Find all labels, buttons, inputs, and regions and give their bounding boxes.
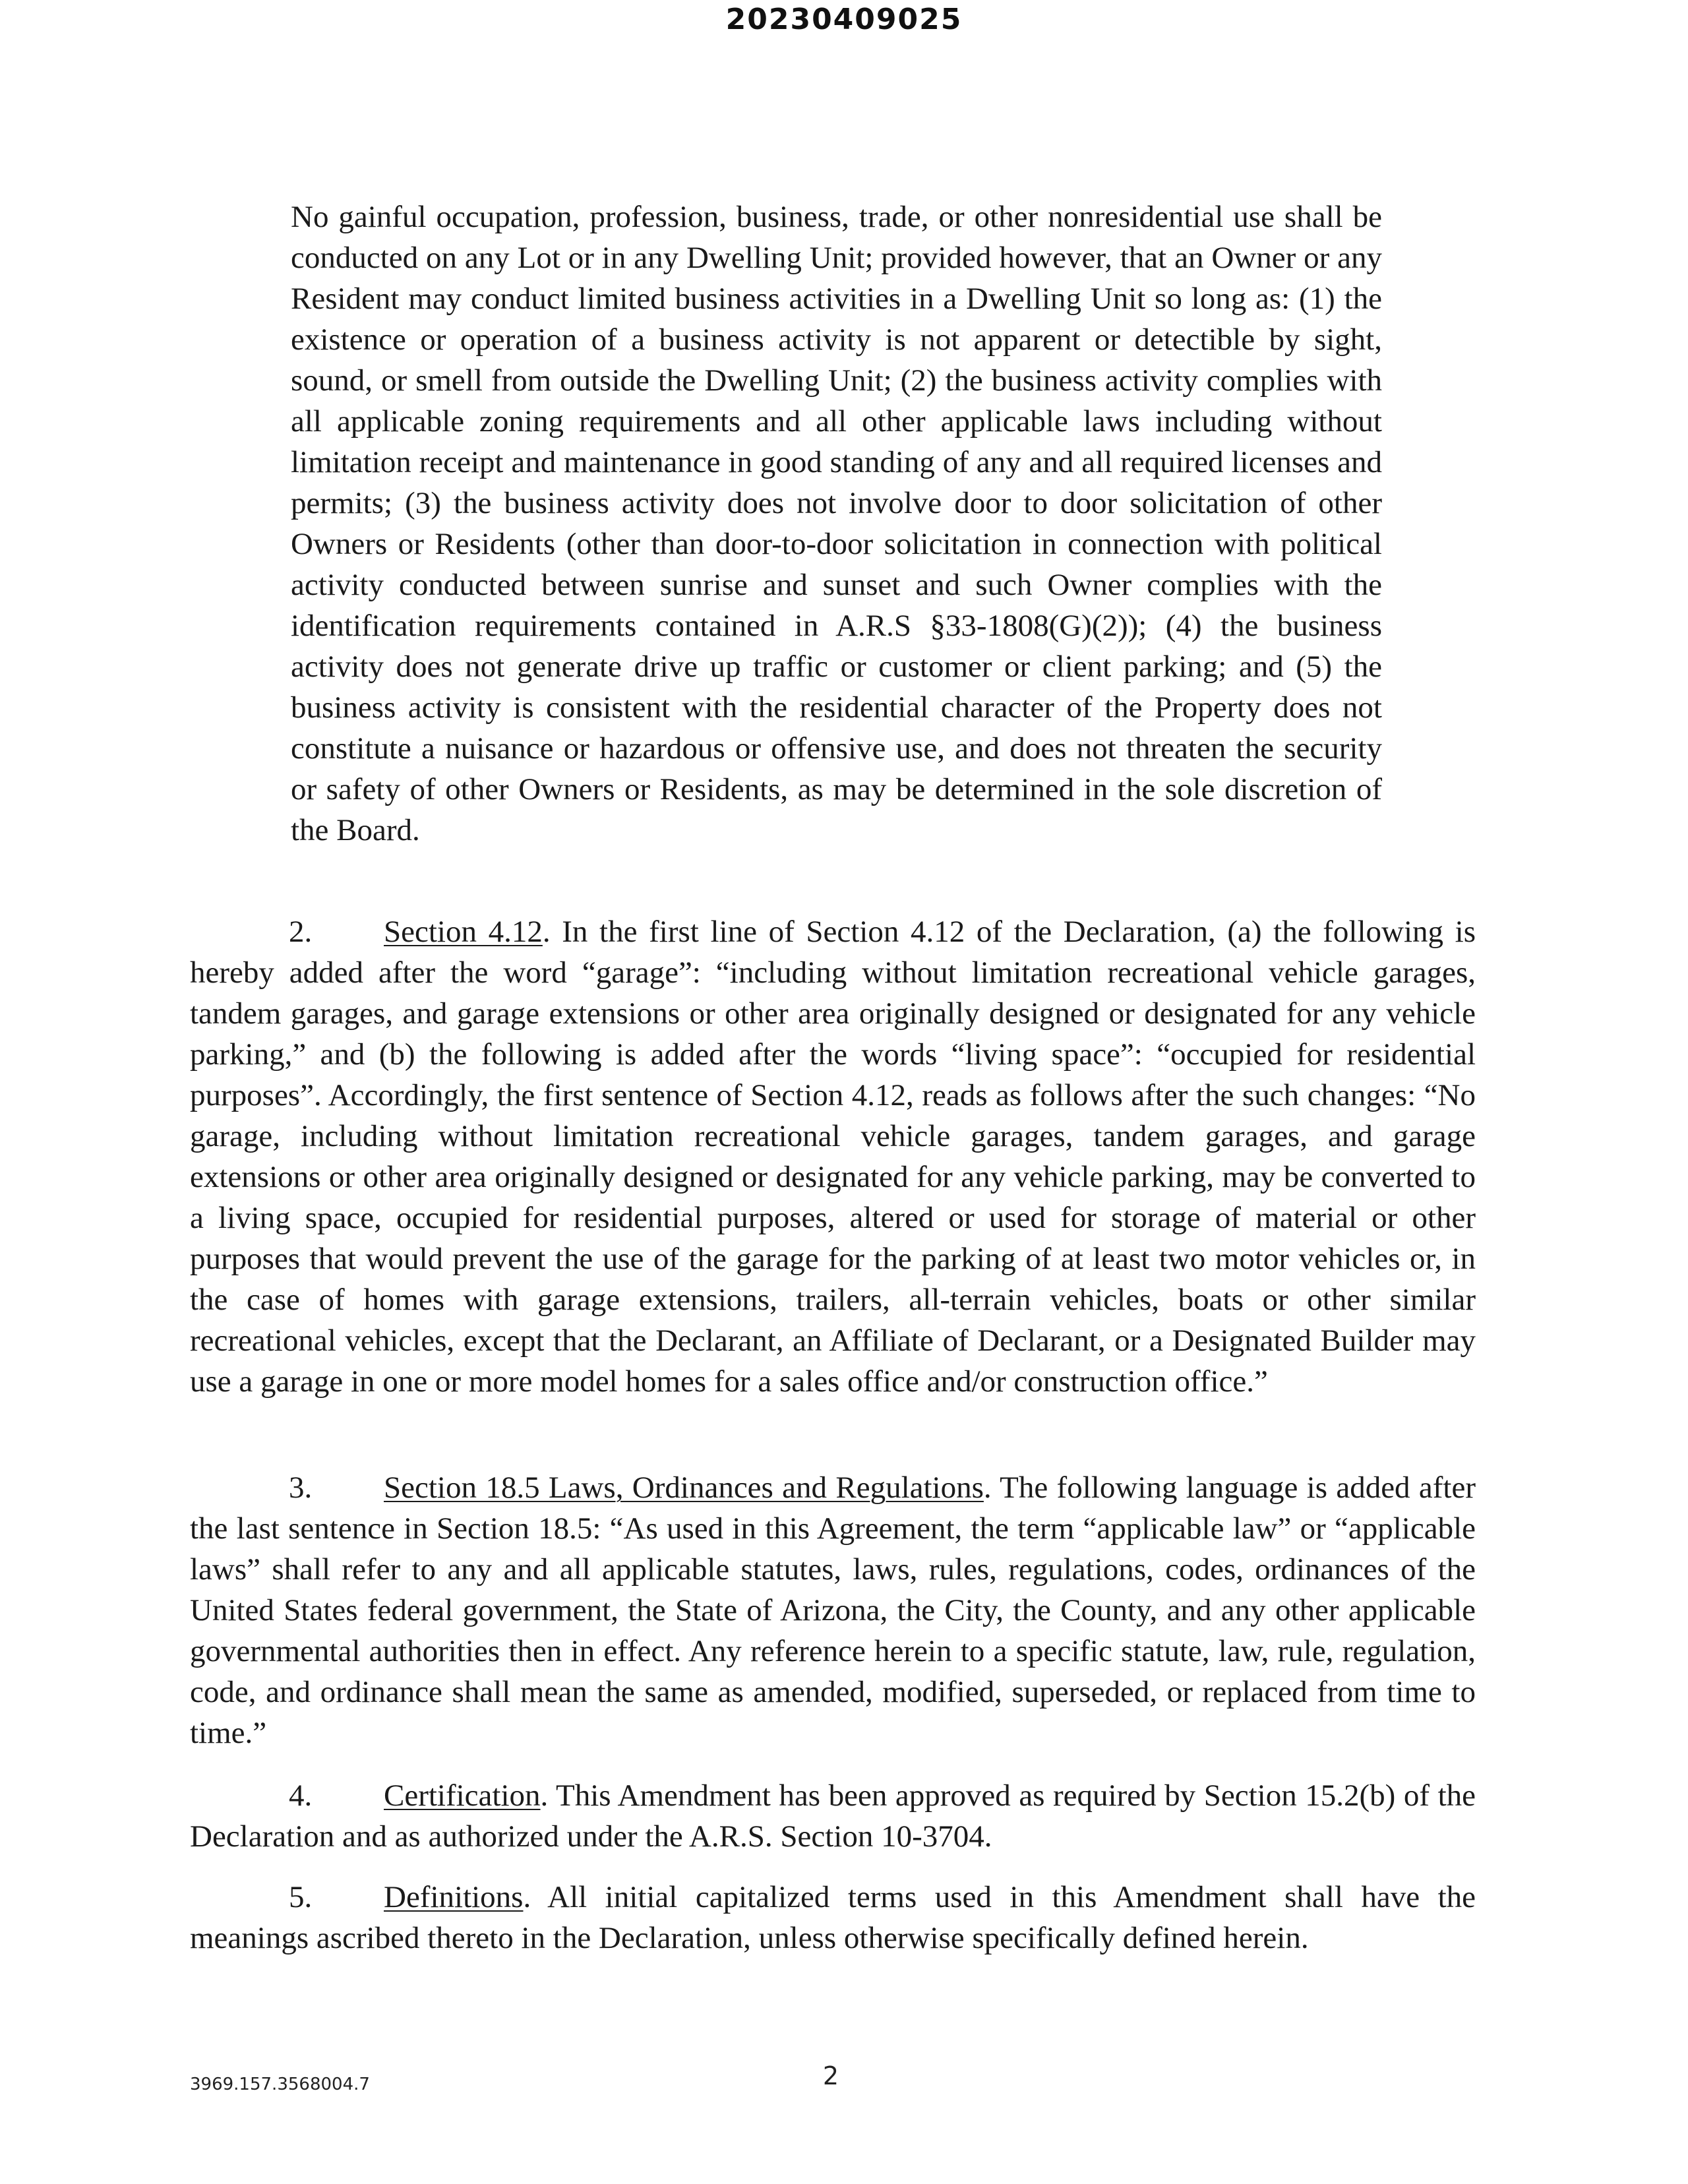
section-number: 2. [289, 915, 313, 949]
section-5-paragraph [190, 1877, 1476, 1958]
section-number: 5. [289, 1880, 313, 1914]
section-4-paragraph [190, 1775, 1476, 1857]
section-2-paragraph [190, 911, 1476, 1402]
section-body: . This Amendment has been approved as required by Section 15.2(b) of the Declaration and as authorized under the A.R.S. Section 10-3704. [190, 1778, 1476, 1854]
section-body: . The following language is added after the last sentence in Section 18.5: “As used in this Agreement, the term “applicable law” or “applicable laws” shall refer to any and all applicable statutes, laws, rules, regulations, codes, ordinances of the United States federal government, the State of Arizona, the City, the County, and any other applicable governmental authorities then in effect. Any reference herein to a specific statute, law, rule, regulation, code, and ordinance shall mean the same as amended, modified, superseded, or replaced from time to time.” [190, 1471, 1476, 1750]
section-heading: Section 4.12 [384, 915, 543, 949]
section-number: 4. [289, 1778, 313, 1813]
section-number: 3. [289, 1471, 313, 1505]
section-3-paragraph [190, 1467, 1476, 1753]
section-heading: Certification [384, 1778, 541, 1813]
recording-number: 20230409025 [725, 3, 963, 36]
section-heading: Definitions [384, 1880, 524, 1914]
section-body: . In the first line of Section 4.12 of the Declaration, (a) the following is hereby added after the word “garage”: “including without limitation recreational vehicle garages, tandem garages, and garage extensions or other area originally designed or designated for any vehicle parking,” and (b) the following is added after the words “living space”: “occupied for residential purposes”. Accordingly, the first sentence of Section 4.12, reads as follows after the such changes: “No garage, including without limitation recreational vehicle garages, tandem garages, and garage extensions or other area originally designed or designated for any vehicle parking, may be converted to a living space, occupied for residential purposes, altered or used for storage of material or other purposes that would prevent the use of the garage for the parking of at least two motor vehicles or, in the case of homes with garage extensions, trailers, all-terrain vehicles, boats or other similar recreational vehicles, except that the Declarant, an Affiliate of Declarant, or a Designated Builder may use a garage in one or more model homes for a sales office and/or construction office.” [190, 915, 1476, 1399]
section-heading: Section 18.5 Laws, Ordinances and Regulations [384, 1471, 984, 1505]
document-id: 3969.157.3568004.7 [190, 2075, 370, 2094]
page-number: 2 [822, 2061, 839, 2090]
section-body: . All initial capitalized terms used in this Amendment shall have the meanings ascribed thereto in the Declaration, unless otherwise specifically defined herein. [190, 1880, 1476, 1955]
quoted-provision-paragraph: No gainful occupation, profession, business, trade, or other nonresidential use shall be conducted on any Lot or in any Dwelling Unit; provided however, that an Owner or any Resident may conduct limited business activities in a Dwelling Unit so long as: (1) the existence or operation of a business activity is not apparent or detectible by sight, sound, or smell from outside the Dwelling Unit; (2) the business activity complies with all applicable zoning requirements and all other applicable laws including without limitation receipt and maintenance in good standing of any and all required licenses and permits; (3) the business activity does not involve door to door solicitation of other Owners or Residents (other than door-to-door solicitation in connection with political activity conducted between sunrise and sunset and such Owner complies with the identification requirements contained in A.R.S §33-1808(G)(2)); (4) the business activity does not generate drive up traffic or customer or client parking; and (5) the business activity is consistent with the residential character of the Property does not constitute a nuisance or hazardous or offensive use, and does not threaten the security or safety of other Owners or Residents, as may be determined in the sole discretion of the Board. [291, 200, 1382, 847]
